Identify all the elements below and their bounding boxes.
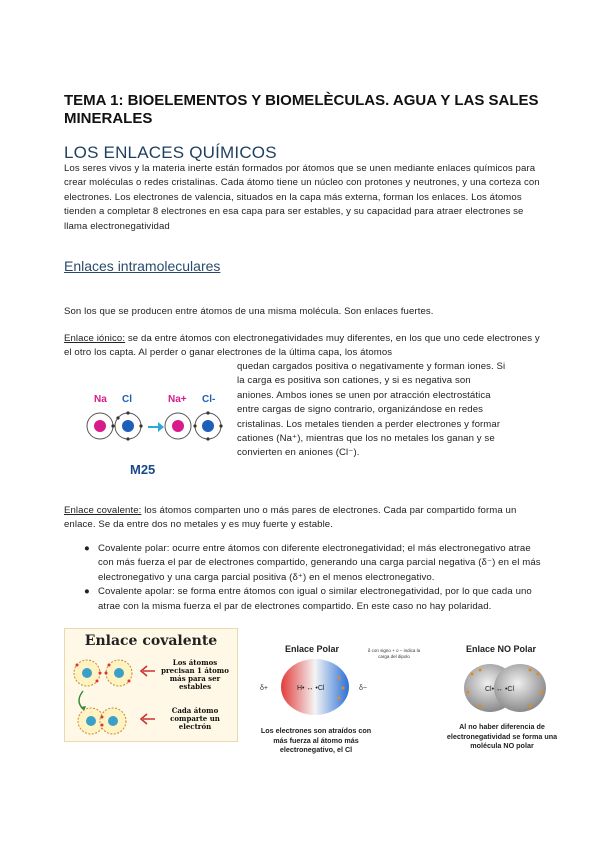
delta-minus-label: δ− (359, 685, 367, 692)
list-item: ● Covalente polar: ocurre entre átomos con diferente electronegatividad; el más electronegativo atrae con más fuerza el par de electrones compartido, generando una carga parcial negativa (δ⁻) en el más electronegativo y una carga parcial positiva (δ⁺) en el menos electronegativo. (84, 543, 541, 583)
covalent-paragraph (64, 504, 542, 533)
nonpolar-caption: Al no haber diferencia de electronegatividad se forma una molécula NO polar (446, 722, 558, 750)
covalent-text: los átomos comparten uno o más pares de electrones. Cada par compartido forma un enlace. Se da entre dos no metales y es muy fuerte y estable. (64, 505, 517, 531)
nonpolar-title: Enlace NO Polar (466, 644, 537, 654)
polar-note: δ con signo + o − indica la carga del dipolo (367, 648, 421, 659)
cl-ion-icon (193, 411, 222, 440)
ionic-bond-figure (60, 388, 230, 458)
list-item: ● Covalente apolar: se forma entre átomos con igual o similar electronegatividad, por lo que cada uno atrae con la misma fuerza el par de electrones compartido. En este caso no hay polaridad. (84, 586, 532, 612)
ionic-label: Enlace iónico: (64, 333, 126, 344)
page-title: TEMA 1: BIOELEMENTOS Y BIOMELÈCULAS. AGUA Y LAS SALES MINERALES (64, 92, 539, 127)
arrow-right-icon (148, 422, 164, 432)
delta-plus-label: δ+ (260, 685, 268, 692)
section-title: LOS ENLACES QUÍMICOS (64, 143, 277, 162)
na-atom-icon (87, 413, 115, 439)
cl-ion-label: Cl- (202, 394, 216, 405)
polar-molecule-label: H• ↔ •Cl (297, 685, 325, 692)
bullet-icon: ● (84, 586, 90, 598)
ionic-paragraph (64, 332, 542, 361)
figure-text-1: Los átomos precisan 1 átomo más para ser estables (161, 658, 229, 691)
bullet-icon: ● (84, 543, 90, 554)
covalent-label: Enlace covalente: (64, 505, 142, 516)
nonpolar-bond-figure (450, 640, 560, 720)
na-ion-label: Na+ (168, 394, 187, 405)
na-ion-icon (165, 413, 191, 439)
polar-bond-figure (255, 640, 375, 720)
covalent-types-list (72, 542, 542, 614)
polar-caption: Los electrones son atraídos con más fuerza al átomo más electronegativo, el Cl (260, 726, 372, 754)
arrow-left-icon (137, 709, 157, 729)
intramolecular-paragraph: Son los que se producen entre átomos de una misma molécula. Son enlaces fuertes. (64, 306, 434, 317)
na-label: Na (94, 394, 107, 405)
covalent-bond-figure (64, 628, 238, 742)
cl-atom-icon (115, 411, 143, 440)
cl-label: Cl (122, 394, 132, 405)
figure-title: Enlace covalente (84, 633, 218, 649)
arrow-left-icon (137, 661, 157, 681)
subheading-intramolecular: Enlaces intramoleculares (64, 258, 221, 274)
ionic-text: se da entre átomos con electronegatividades muy diferentes, en los que uno cede electrones y el otro los capta. Al perder o ganar electrones de la última capa, los átomos (64, 333, 540, 359)
m25-logo: M25 (130, 462, 156, 477)
figure-text-2: Cada átomo comparte un electrón (170, 706, 220, 731)
nonpolar-molecule-label: Cl• ↔ •Cl (485, 686, 515, 693)
polar-title: Enlace Polar (285, 644, 340, 654)
intro-paragraph: Los seres vivos y la materia inerte están formados por átomos que se unen mediante enlaces químicos para crear moléculas o redes cristalinas. Cada átomo tiene un núcleo con protones y neutrones, y una corteza con electrones. Los electrones de valencia, situados en la capa más externa, forman los enlaces. Los átomos tienden a completar 8 electrones en esa capa para ser estables, y su capacidad para atraer electrones se llama electronegatividad (64, 163, 540, 232)
ionic-paragraph-continued: quedan cargados positiva o negativamente y forman iones. Si la carga es positiva son cationes, y si es negativa son aniones. Ambos iones se unen por atracción electrostática entre cargas de signo contrario, organizándose en redes cristalinas. Los metales tienden a perder electrones y formar cationes (Na⁺), mientras que los no metales los ganan y se convierten en aniones (Cl⁻). (237, 361, 506, 459)
